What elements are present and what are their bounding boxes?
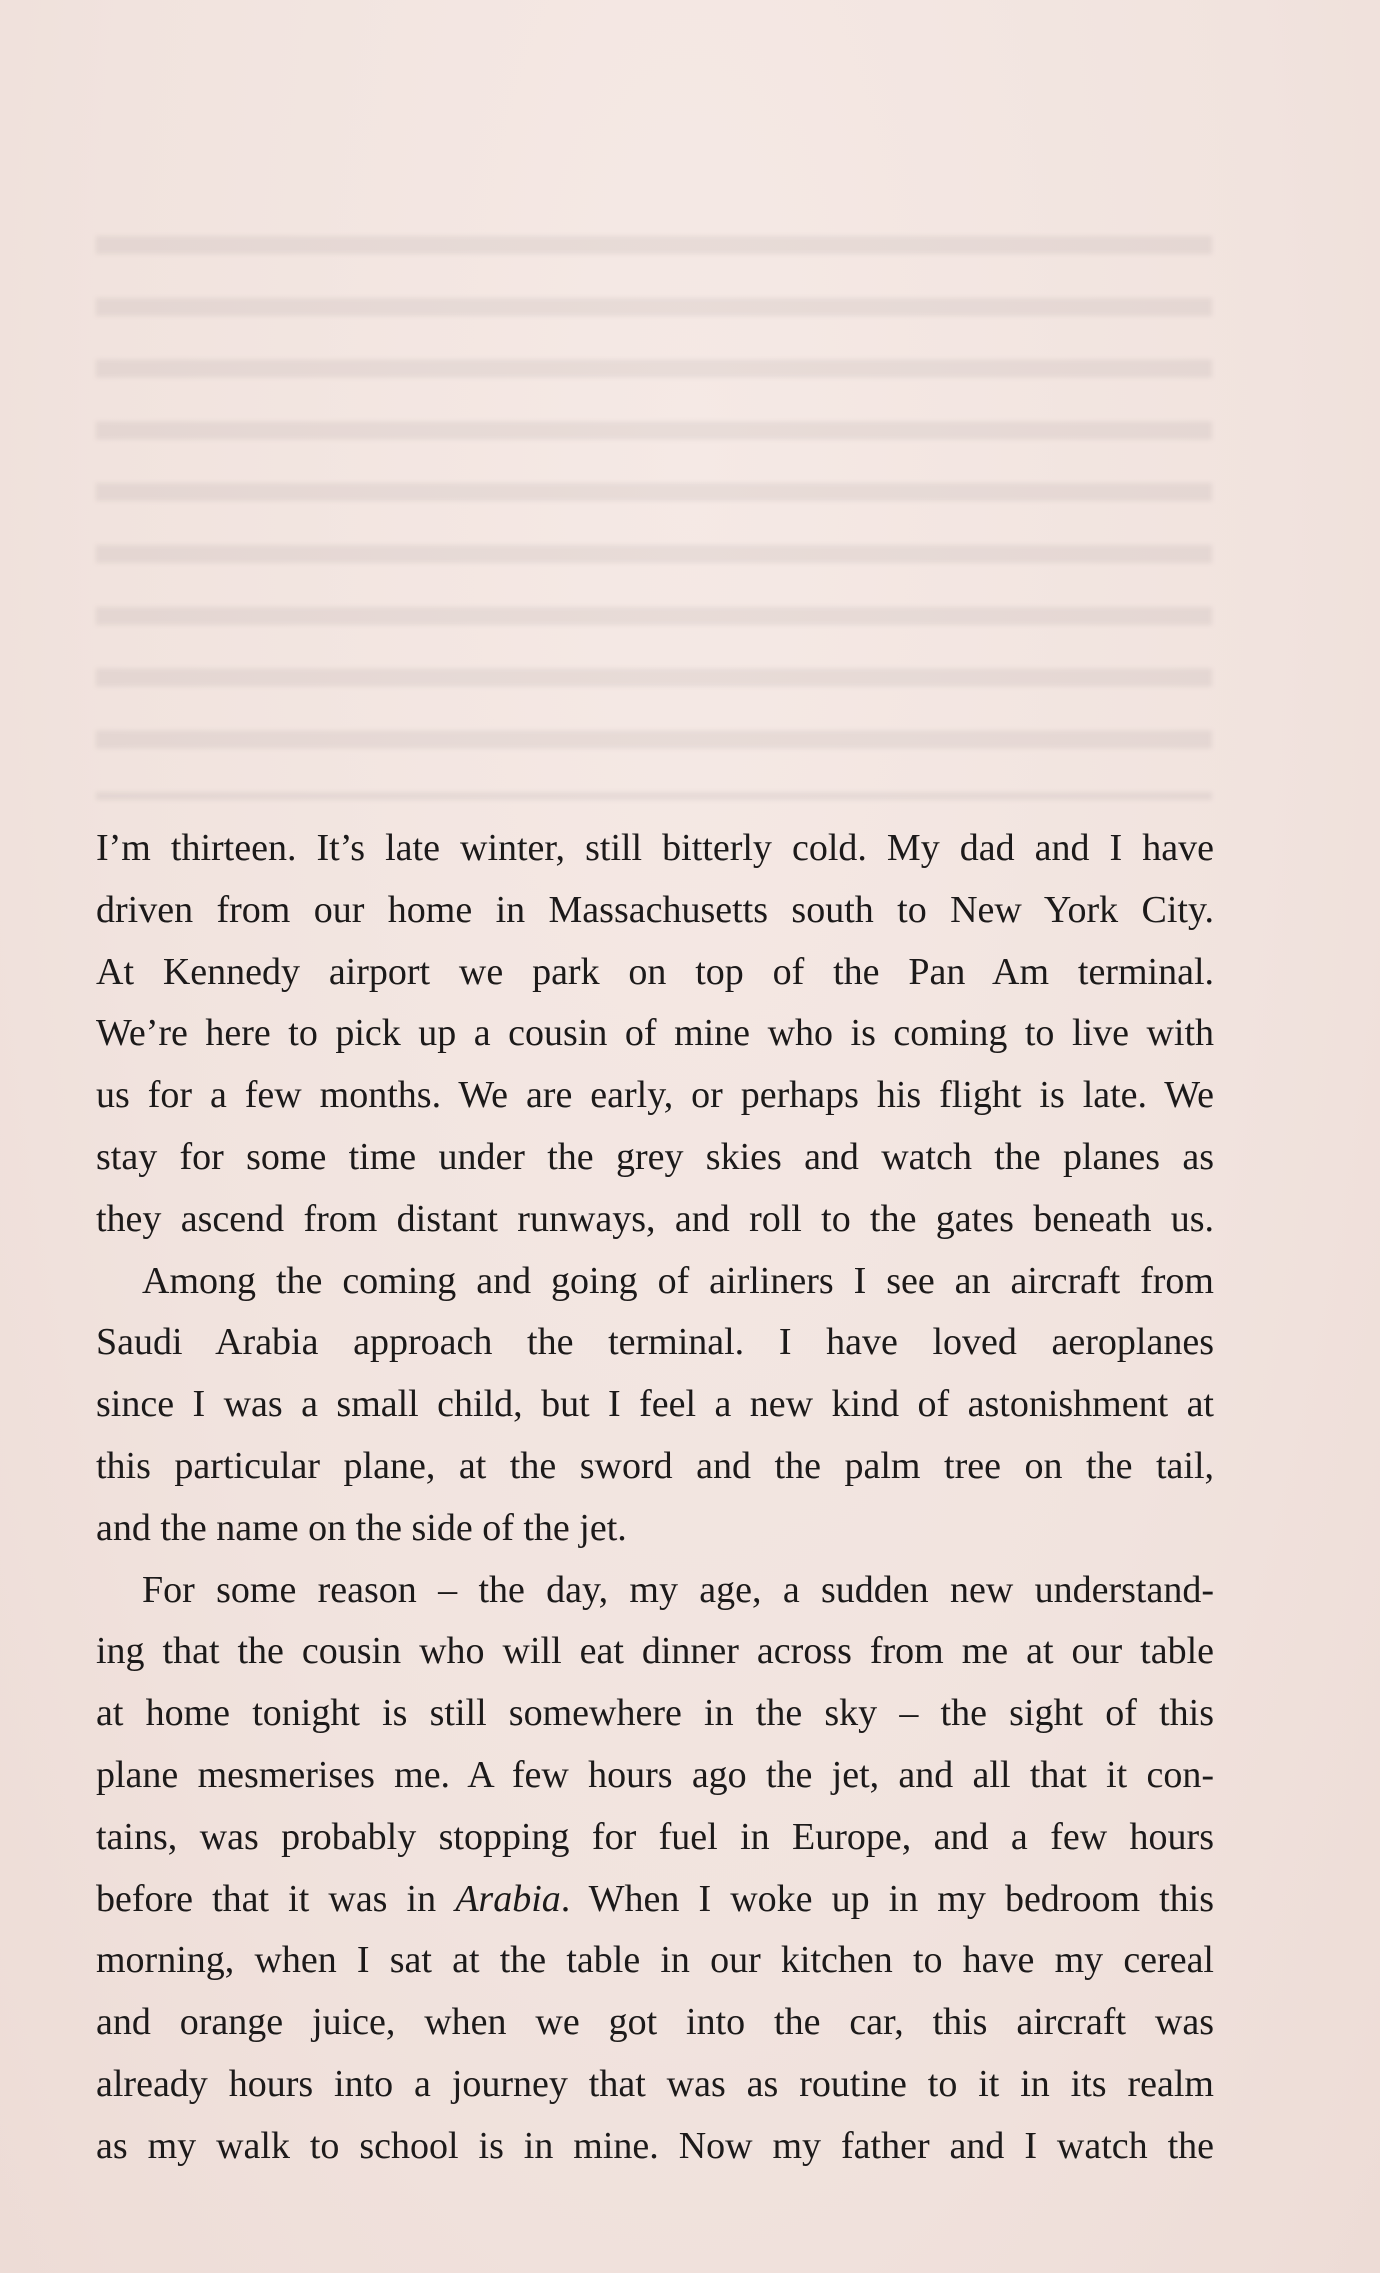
paragraph-1 (96, 818, 1214, 1251)
text-line: driven from our home in Massachusetts south to New York City. (96, 888, 1214, 931)
paragraph-3 (96, 1560, 1214, 2178)
text-line: stay for some time under the grey skies and watch the planes as (96, 1135, 1214, 1178)
text-line: At Kennedy airport we park on top of the Pan Am terminal. (96, 950, 1214, 993)
text-line: tains, was probably stopping for fuel in Europe, and a few hours (96, 1815, 1214, 1858)
text-line (96, 1869, 1214, 1931)
body-text (96, 818, 1214, 2178)
text-line: We’re here to pick up a cousin of mine who is coming to live with (96, 1012, 1214, 1055)
text-line: ing that the cousin who will eat dinner across from me at our table (96, 1630, 1214, 1673)
text-line: For some reason – the day, my age, a sudden new understand- (142, 1568, 1214, 1611)
text-line: and the name on the side of the jet. (96, 1506, 627, 1549)
text-line: this particular plane, at the sword and the palm tree on the tail, (96, 1444, 1214, 1487)
text-line: at home tonight is still somewhere in the sky – the sight of this (96, 1692, 1214, 1735)
italic-word: Arabia (455, 1877, 561, 1920)
text-line: us for a few months. We are early, or perhaps his flight is late. We (96, 1074, 1214, 1117)
text-line: I’m thirteen. It’s late winter, still bitterly cold. My dad and I have (96, 827, 1214, 869)
text-segment: . When I woke up in my bedroom this (560, 1877, 1215, 1920)
text-line: already hours into a journey that was as routine to it in its realm (96, 2062, 1214, 2105)
text-line: since I was a small child, but I feel a new kind of astonishment at (96, 1383, 1214, 1426)
text-line: and orange juice, when we got into the car, this aircraft was (96, 2001, 1214, 2044)
text-line: they ascend from distant runways, and roll to the gates beneath us. (96, 1197, 1214, 1240)
bleed-through-text (96, 210, 1212, 800)
text-line: as my walk to school is in mine. Now my father and I watch the (96, 2124, 1214, 2167)
text-line: Among the coming and going of airliners I see an aircraft from (142, 1259, 1214, 1302)
text-line: morning, when I sat at the table in our kitchen to have my cereal (96, 1939, 1214, 1982)
text-segment: before that it was in (96, 1877, 456, 1920)
text-line: plane mesmerises me. A few hours ago the jet, and all that it con- (96, 1753, 1214, 1796)
text-line: Saudi Arabia approach the terminal. I have loved aeroplanes (96, 1321, 1214, 1364)
paragraph-2 (96, 1251, 1214, 1560)
